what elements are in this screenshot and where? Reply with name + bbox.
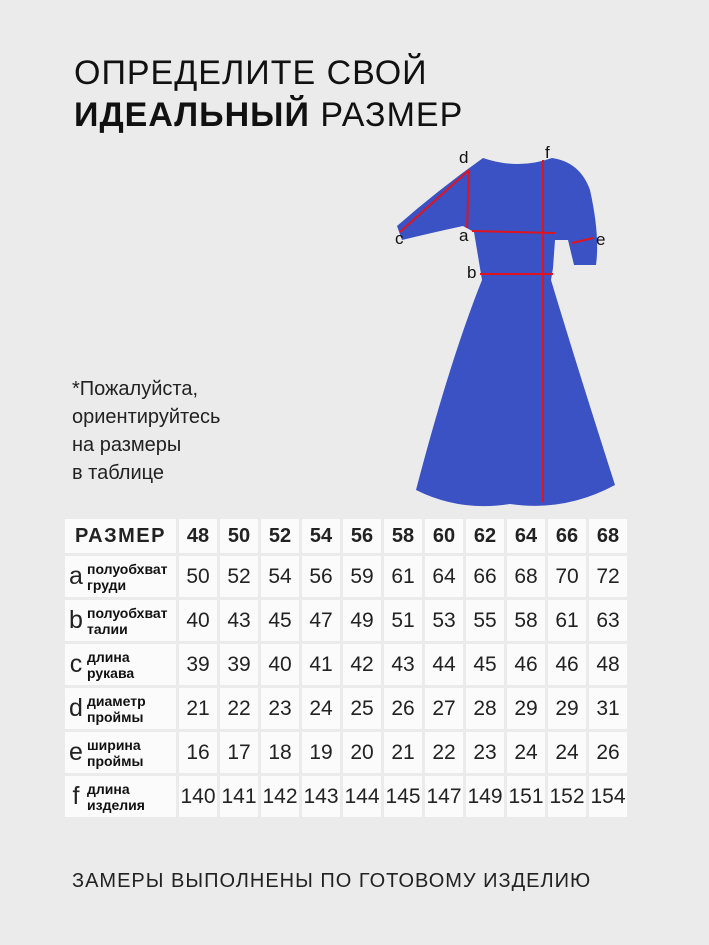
- footer-note: ЗАМЕРЫ ВЫПОЛНЕНЫ ПО ГОТОВОМУ ИЗДЕЛИЮ: [72, 870, 592, 892]
- table-cell: 31: [589, 688, 627, 729]
- table-cell: 45: [466, 644, 504, 685]
- table-cell: 26: [589, 732, 627, 773]
- table-cell: 39: [220, 644, 258, 685]
- table-cell: 48: [589, 644, 627, 685]
- title-bold-word: ИДЕАЛЬНЫЙ: [74, 96, 310, 134]
- note-line-1: *Пожалуйста,: [72, 378, 199, 400]
- table-cell: 40: [179, 600, 217, 641]
- table-cell: 18: [261, 732, 299, 773]
- table-cell: 55: [466, 600, 504, 641]
- table-row-b: [65, 600, 627, 641]
- table-cell: 66: [466, 556, 504, 597]
- row-label: [65, 688, 176, 729]
- table-cell: 41: [302, 644, 340, 685]
- table-cell: 50: [179, 556, 217, 597]
- row-letter: a: [69, 562, 83, 590]
- table-cell: 29: [548, 688, 586, 729]
- table-cell: 54: [261, 556, 299, 597]
- table-row-e: [65, 732, 627, 773]
- row-label: [65, 644, 176, 685]
- size-header-cell: 58: [384, 519, 422, 553]
- row-desc: полуобхват талии: [87, 604, 168, 637]
- table-cell: 29: [507, 688, 545, 729]
- table-row-d: [65, 688, 627, 729]
- table-cell: 145: [384, 776, 422, 817]
- row-letter: b: [69, 606, 83, 634]
- table-cell: 147: [425, 776, 463, 817]
- row-letter: c: [69, 650, 83, 678]
- table-cell: 68: [507, 556, 545, 597]
- note-line-2: ориентируйтесь: [72, 406, 221, 428]
- table-cell: 53: [425, 600, 463, 641]
- table-cell: 58: [507, 600, 545, 641]
- table-cell: 42: [343, 644, 381, 685]
- table-cell: 43: [220, 600, 258, 641]
- table-row-f: [65, 776, 627, 817]
- label-b: b: [467, 263, 477, 282]
- table-cell: 26: [384, 688, 422, 729]
- table-cell: 28: [466, 688, 504, 729]
- table-cell: 22: [425, 732, 463, 773]
- note-line-4: в таблице: [72, 462, 164, 484]
- table-cell: 44: [425, 644, 463, 685]
- label-f: f: [545, 143, 550, 162]
- table-cell: 23: [261, 688, 299, 729]
- table-cell: 61: [548, 600, 586, 641]
- table-cell: 63: [589, 600, 627, 641]
- table-cell: 40: [261, 644, 299, 685]
- label-e: e: [596, 230, 606, 249]
- table-cell: 70: [548, 556, 586, 597]
- row-label: [65, 600, 176, 641]
- size-header-cell: 62: [466, 519, 504, 553]
- table-row-c: [65, 644, 627, 685]
- table-cell: 143: [302, 776, 340, 817]
- table-cell: 25: [343, 688, 381, 729]
- table-cell: 52: [220, 556, 258, 597]
- table-cell: 64: [425, 556, 463, 597]
- label-d: d: [459, 148, 469, 167]
- label-c: c: [395, 229, 404, 248]
- table-cell: 45: [261, 600, 299, 641]
- row-letter: d: [69, 694, 83, 722]
- row-letter: e: [69, 738, 83, 766]
- table-cell: 49: [343, 600, 381, 641]
- size-note: [72, 375, 220, 487]
- row-label: [65, 732, 176, 773]
- size-header-cell: 48: [179, 519, 217, 553]
- note-line-3: на размеры: [72, 434, 182, 456]
- row-label: [65, 556, 176, 597]
- size-header-label: РАЗМЕР: [65, 519, 176, 553]
- row-desc: ширина проймы: [87, 736, 144, 769]
- table-cell: 24: [548, 732, 586, 773]
- table-cell: 17: [220, 732, 258, 773]
- title-line-2-rest: РАЗМЕР: [309, 96, 464, 134]
- table-cell: 152: [548, 776, 586, 817]
- table-cell: 24: [507, 732, 545, 773]
- dress-diagram: [390, 140, 630, 512]
- size-header-cell: 66: [548, 519, 586, 553]
- table-row-a: [65, 556, 627, 597]
- table-cell: 46: [507, 644, 545, 685]
- title-line-1: ОПРЕДЕЛИТЕ СВОЙ: [74, 54, 428, 92]
- table-cell: 19: [302, 732, 340, 773]
- table-cell: 39: [179, 644, 217, 685]
- table-cell: 56: [302, 556, 340, 597]
- size-header-cell: 56: [343, 519, 381, 553]
- table-cell: 20: [343, 732, 381, 773]
- size-header-cell: 50: [220, 519, 258, 553]
- table-cell: 154: [589, 776, 627, 817]
- row-desc: длина изделия: [87, 780, 145, 813]
- row-desc: диаметр проймы: [87, 692, 146, 725]
- table-cell: 51: [384, 600, 422, 641]
- table-cell: 22: [220, 688, 258, 729]
- table-cell: 46: [548, 644, 586, 685]
- size-header-cell: 64: [507, 519, 545, 553]
- table-cell: 144: [343, 776, 381, 817]
- table-cell: 72: [589, 556, 627, 597]
- table-cell: 24: [302, 688, 340, 729]
- table-cell: 151: [507, 776, 545, 817]
- table-cell: 140: [179, 776, 217, 817]
- table-cell: 16: [179, 732, 217, 773]
- table-cell: 61: [384, 556, 422, 597]
- table-cell: 149: [466, 776, 504, 817]
- row-desc: длина рукава: [87, 648, 135, 681]
- table-cell: 23: [466, 732, 504, 773]
- table-cell: 21: [384, 732, 422, 773]
- page-title: [74, 52, 463, 136]
- row-letter: f: [72, 782, 80, 810]
- table-cell: 27: [425, 688, 463, 729]
- size-table: [62, 516, 630, 820]
- row-desc: полуобхват груди: [87, 560, 168, 593]
- size-header-cell: 60: [425, 519, 463, 553]
- size-header-cell: 52: [261, 519, 299, 553]
- size-header-cell: 68: [589, 519, 627, 553]
- table-cell: 141: [220, 776, 258, 817]
- row-label: [65, 776, 176, 817]
- table-cell: 21: [179, 688, 217, 729]
- table-cell: 47: [302, 600, 340, 641]
- table-cell: 43: [384, 644, 422, 685]
- dress-body: [397, 158, 615, 506]
- label-a: a: [459, 226, 469, 245]
- size-header-row: [65, 519, 627, 553]
- table-cell: 59: [343, 556, 381, 597]
- size-header-cell: 54: [302, 519, 340, 553]
- table-cell: 142: [261, 776, 299, 817]
